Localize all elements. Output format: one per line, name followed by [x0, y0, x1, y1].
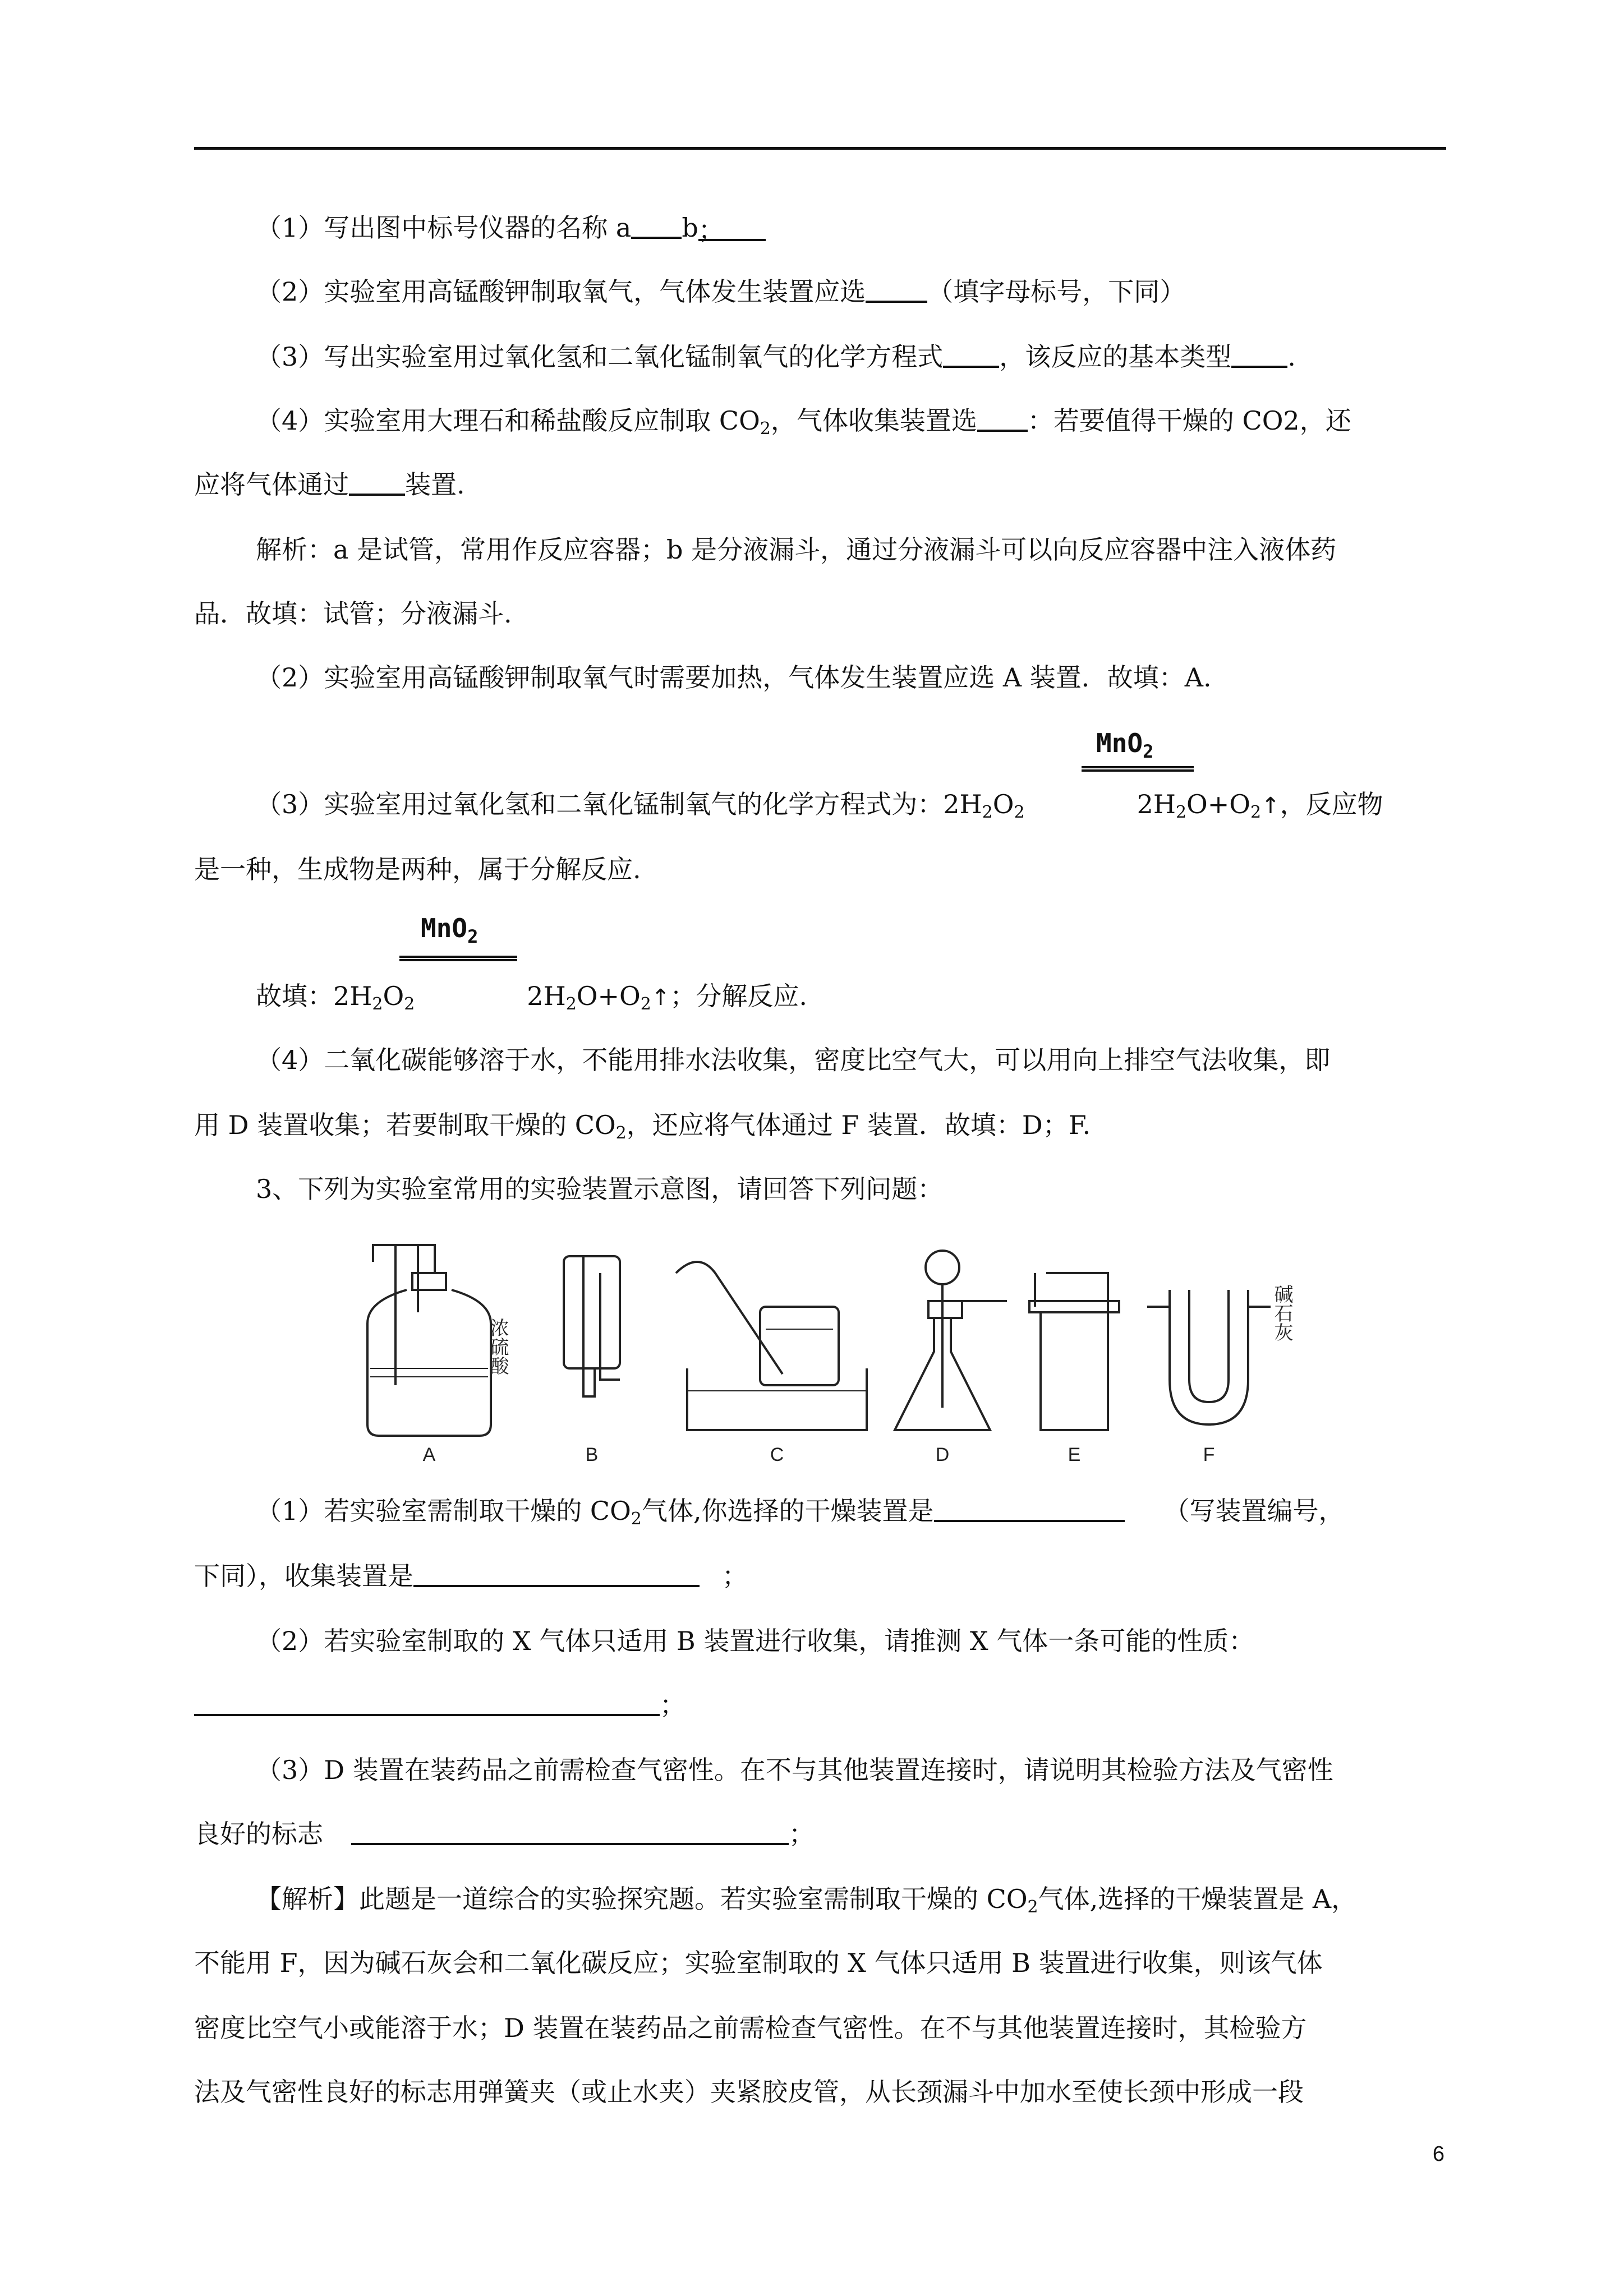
label-d: D [935, 1444, 950, 1464]
apparatus-f [1147, 1290, 1271, 1424]
answer-3-line2: 是一种，生成物是两种，属于分解反应. [194, 854, 641, 884]
q3-part2-blank: ； [194, 1688, 1446, 1722]
label-a: A [422, 1444, 436, 1464]
catalyst-label-2: MnO$_2$ [421, 913, 479, 947]
answer-3-line3: 故填：$2H_2O_2$ $2H_2O+O_2↑$；分解反应. [256, 981, 807, 1014]
explanation-line4: 法及气密性良好的标志用弹簧夹（或止水夹）夹紧胶皮管，从长颈漏斗中加水至使长颈中形成一段 [194, 2077, 1304, 2107]
explanation-line1: 【解析】此题是一道综合的实验探究题。若实验室需制取干燥的 $CO_2$气体,选择的干燥装置是 A， [256, 1884, 1358, 1917]
apparatus-c [676, 1262, 867, 1430]
explanation-line2: 不能用 F，因为碱石灰会和二氧化碳反应；实验室制取的 X 气体只适用 B 装置进行收集，则该气体 [194, 1948, 1323, 1978]
label-e: E [1068, 1444, 1081, 1464]
q3-part3: （3）D 装置在装药品之前需检查气密性。在不与其他装置连接时，请说明其检验方法及气密性 [256, 1755, 1333, 1785]
label-c: C [770, 1444, 784, 1464]
label-b: B [585, 1444, 599, 1464]
explanation-line3: 密度比空气小或能溶于水；D 装置在装药品之前需检查气密性。在不与其他装置连接时，其检验方 [194, 2013, 1307, 2043]
label-f: F [1203, 1444, 1215, 1464]
label-f-side: 碱石灰 [1271, 1284, 1293, 1341]
answer-2: （2）实验室用高锰酸钾制取氧气时需要加热，气体发生装置应选 A 装置．故填：A. [256, 662, 1212, 693]
label-a-side: 浓硫酸 [486, 1318, 509, 1375]
equation-bar [1082, 766, 1194, 772]
q2-part3: （3）写出实验室用过氧化氢和二氧化锰制氧气的化学方程式 ，该反应的基本类型 . [194, 340, 1446, 374]
q3-part1: （1）若实验室需制取干燥的 $CO_2$气体,你选择的干燥装置是 （写装置编号， [194, 1494, 1446, 1528]
apparatus-figure [351, 1239, 1360, 1464]
q3-part2: （2）若实验室制取的 X 气体只适用 B 装置进行收集，请推测 X 气体一条可能的性质： [256, 1626, 1255, 1656]
q3-title: 3、下列为实验室常用的实验装置示意图，请回答下列问题： [256, 1174, 944, 1204]
q3-part1-cont: 下同），收集装置是 ； [194, 1559, 1446, 1593]
catalyst-label: MnO$_2$ [1096, 728, 1154, 762]
q3-part3-cont: 良好的标志 ； [194, 1817, 1446, 1851]
equation-bar-2 [399, 956, 517, 961]
apparatus-a [367, 1245, 491, 1436]
answer-1-line2: 品．故填：试管；分液漏斗. [194, 598, 512, 629]
answer-3-line1: （3）实验室用过氧化氢和二氧化锰制氧气的化学方程式为：$2H_2O_2$ $2H_2O+O_2↑$，反应物 [256, 789, 1383, 822]
header-rule [194, 147, 1446, 150]
apparatus-b [564, 1256, 620, 1396]
q2-part4-cont: 应将气体通过 装置. [194, 468, 1446, 501]
q2-part1: （1）写出图中标号仪器的名称 a b； [194, 211, 1446, 245]
apparatus-svg [351, 1239, 1360, 1464]
apparatus-e [1029, 1273, 1119, 1430]
answer-1-line1: 解析：a 是试管，常用作反应容器；b 是分液漏斗，通过分液漏斗可以向反应容器中注入液体药 [256, 534, 1337, 565]
page-number: 6 [1432, 2142, 1444, 2166]
answer-4-line1: （4）二氧化碳能够溶于水，不能用排水法收集，密度比空气大，可以用向上排空气法收集，即 [256, 1045, 1331, 1075]
q2-part4: （4）实验室用大理石和稀盐酸反应制取 $CO_2$，气体收集装置选 ：若要值得干燥的 CO2，还 [194, 404, 1446, 437]
q2-part2: （2）实验室用高锰酸钾制取氧气，气体发生装置应选 （填字母标号，下同） [194, 275, 1446, 308]
answer-4-line2: 用 D 装置收集；若要制取干燥的 $CO_2$，还应将气体通过 F 装置．故填：D；F. [194, 1110, 1091, 1143]
apparatus-d [895, 1251, 1007, 1430]
